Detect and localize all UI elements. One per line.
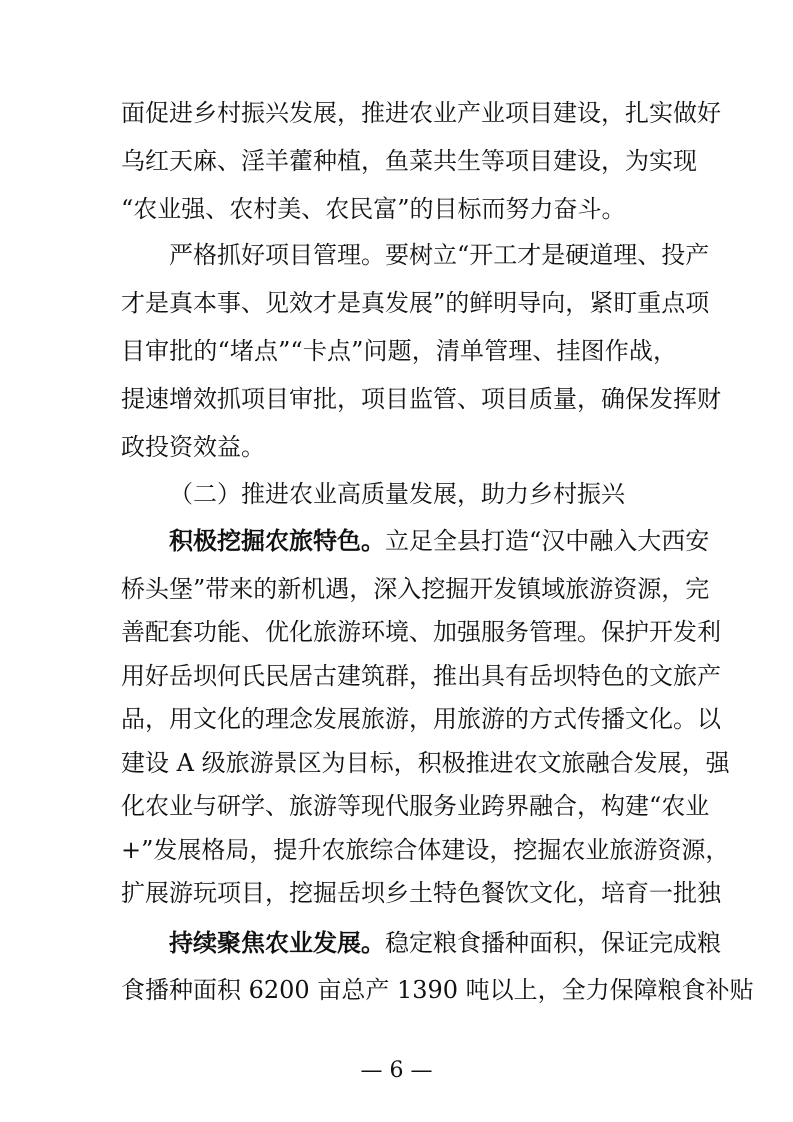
text-line: 桥头堡”带来的新机遇，深入挖掘开发镇域旅游资源，完 [121, 575, 710, 603]
text-span: 稳定粮食播种面积，保证完成粮 [385, 929, 721, 957]
text-line: 目审批的“堵点”“卡点”问题，清单管理、挂图作战， [121, 337, 677, 365]
text-line: +”发展格局，提升农旅综合体建设，挖掘农业旅游资源， [121, 836, 730, 864]
text-line: 用好岳坝何氏民居古建筑群，推出具有岳坝特色的文旅产 [121, 662, 721, 690]
text-line: 扩展游玩项目，挖掘岳坝乡土特色餐饮文化，培育一批独 [121, 879, 721, 907]
text-line: 善配套功能、优化旅游环境、加强服务管理。保护开发利 [121, 618, 721, 646]
text-line: 食播种面积 6200 亩总产 1390 吨以上，全力保障粮食补贴 [121, 976, 754, 1004]
text-line: 化农业与研学、旅游等现代服务业跨界融合，构建“农业 [121, 792, 710, 820]
text-line: 才是真本事、见效才是真发展”的鲜明导向，紧盯重点项 [121, 289, 710, 317]
text-line: 建设 A 级旅游景区为目标，积极推进农文旅融合发展，强 [121, 749, 730, 777]
bold-lead-text: 积极挖掘农旅特色。 [169, 527, 385, 555]
text-line [169, 928, 721, 958]
bold-lead-text: 持续聚焦农业发展。 [169, 929, 385, 957]
text-line: 面促进乡村振兴发展，推进农业产业项目建设，扎实做好 [121, 99, 721, 127]
text-line: 品，用文化的理念发展旅游，用旅游的方式传播文化。以 [121, 705, 721, 733]
text-line: 政投资效益。 [121, 433, 265, 461]
text-line: “农业强、农村美、农民富”的目标而努力奋斗。 [121, 195, 626, 223]
page-number: — 6 — [360, 1058, 433, 1083]
text-span: 立足全县打造“汉中融入大西安 [385, 527, 710, 555]
text-line: 提速增效抓项目审批，项目监管、项目质量，确保发挥财 [121, 385, 721, 413]
text-line [169, 526, 710, 556]
section-heading: （二）推进农业高质量发展，助力乡村振兴 [169, 480, 625, 508]
text-line: 乌红天麻、淫羊藿种植，鱼菜共生等项目建设，为实现 [121, 147, 697, 175]
text-line: 严格抓好项目管理。要树立“开工才是硬道理、投产 [169, 241, 710, 269]
